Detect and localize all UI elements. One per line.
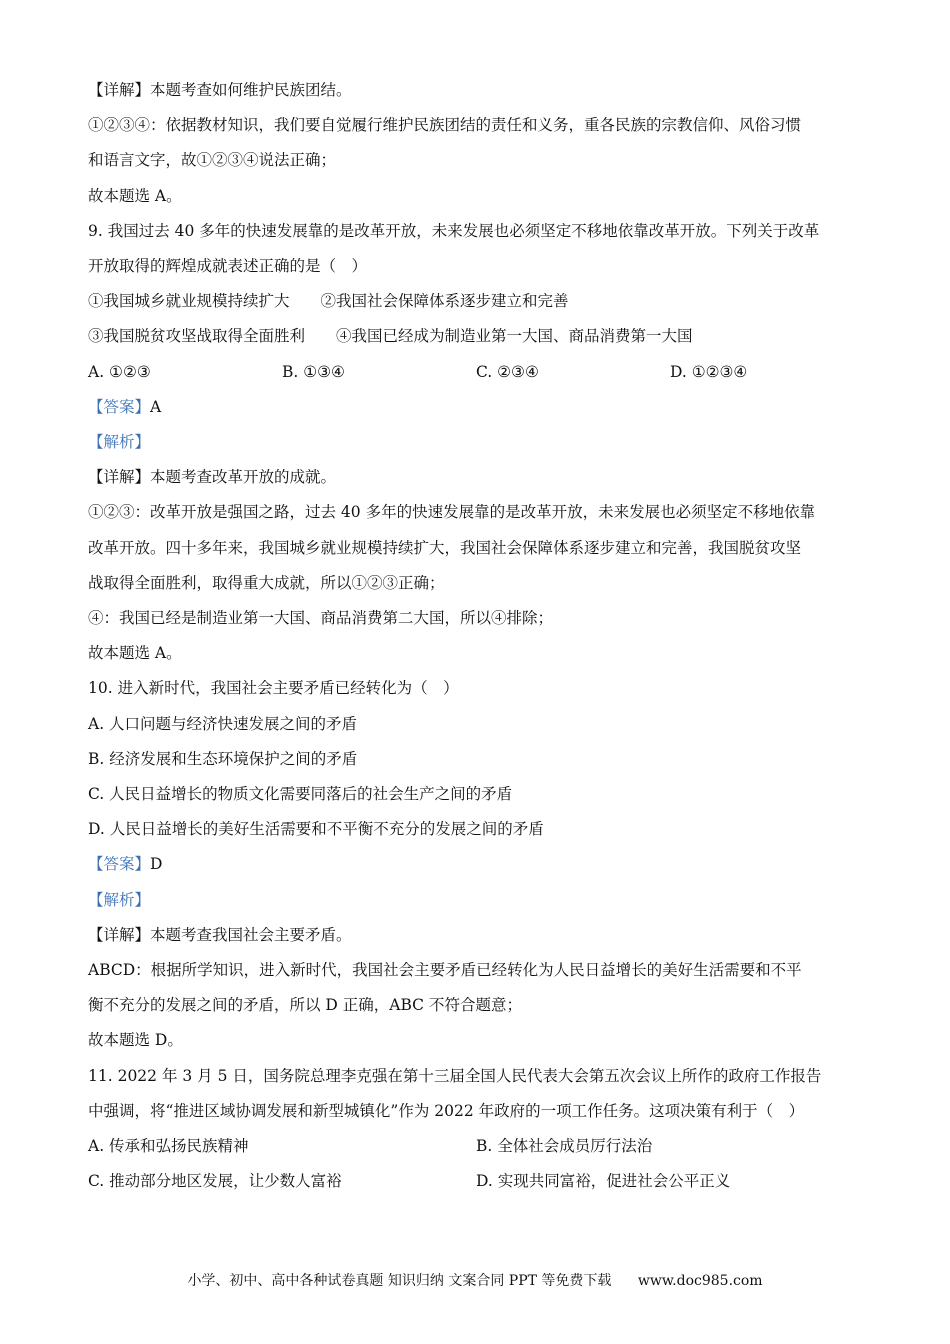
text-line: 战取得全面胜利，取得重大成就，所以①②③正确； [88,574,445,592]
section-label: 【答案】 [88,398,151,416]
choice-option: B. 全体社会成员厉行法治 [476,1137,653,1155]
choice-row [88,1171,864,1191]
text-line: D. 人民日益增长的美好生活需要和不平衡不充分的发展之间的矛盾 [88,820,544,838]
section-label: 【答案】 [88,855,151,873]
choice-option: C. 推动部分地区发展，让少数人富裕 [88,1172,342,1190]
choice-option: A. 传承和弘扬民族精神 [88,1137,249,1155]
section-label: 【解析】 [88,433,151,451]
page-footer [0,1271,950,1291]
text-line: 中强调，将“推进区域协调发展和新型城镇化”作为 2022 年政府的一项工作任务。这项决策有利于（ ） [88,1102,805,1120]
section-label: 【解析】 [88,891,151,909]
text-line: 【详解】本题考查改革开放的成就。 [88,468,337,486]
text-line: B. 经济发展和生态环境保护之间的矛盾 [88,750,358,768]
text-line: ①②③④：依据教材知识，我们要自觉履行维护民族团结的责任和义务，重各民族的宗教信仰、风俗习惯 [88,116,802,134]
text-line: 9. 我国过去 40 多年的快速发展靠的是改革开放，未来发展也必须坚定不移地依靠改革开放。下列关于改革 [88,222,820,240]
footer-text: 小学、初中、高中各种试卷真题 知识归纳 文案合同 PPT 等免费下载 [187,1273,612,1289]
text-line: ③我国脱贫攻坚战取得全面胜利 ④我国已经成为制造业第一大国、商品消费第一大国 [88,327,693,345]
choice-option: C. ②③④ [476,363,539,381]
text-line: ④：我国已经是制造业第一大国、商品消费第二大国，所以④排除； [88,609,554,627]
answer-value: A [150,398,162,416]
text-line: C. 人民日益增长的物质文化需要同落后的社会生产之间的矛盾 [88,785,513,803]
answer-label-line [88,890,864,910]
text-line: 10. 进入新时代，我国社会主要矛盾已经转化为（ ） [88,679,459,697]
text-line: A. 人口问题与经济快速发展之间的矛盾 [88,715,358,733]
choice-row [88,1136,864,1156]
text-line: 故本题选 A。 [88,644,182,662]
answer-value: D [150,855,163,873]
text-line: ABCD：根据所学知识，进入新时代，我国社会主要矛盾已经转化为人民日益增长的美好生活需要和不平 [88,961,802,979]
text-line: 改革开放。四十多年来，我国城乡就业规模持续扩大，我国社会保障体系逐步建立和完善，我国脱贫攻坚 [88,539,802,557]
text-line: 衡不充分的发展之间的矛盾，所以 D 正确，ABC 不符合题意； [88,996,522,1014]
text-line: 和语言文字，故①②③④说法正确； [88,151,337,169]
choice-option: D. 实现共同富裕，促进社会公平正义 [476,1172,731,1190]
text-line: 故本题选 D。 [88,1031,183,1049]
choice-row [88,362,864,382]
choice-option: D. ①②③④ [670,363,748,381]
choice-option: B. ①③④ [282,363,345,381]
text-line: ①②③：改革开放是强国之路，过去 40 多年的快速发展靠的是改革开放，未来发展也必须坚定不移地依靠 [88,503,816,521]
choice-option: A. ①②③ [88,363,151,381]
text-line: ①我国城乡就业规模持续扩大 ②我国社会保障体系逐步建立和完善 [88,292,569,310]
text-line: 开放取得的辉煌成就表述正确的是（ ） [88,257,368,275]
text-line: 故本题选 A。 [88,187,182,205]
footer-url[interactable]: www.doc985.com [637,1273,763,1289]
text-line: 【详解】本题考查我国社会主要矛盾。 [88,926,352,944]
text-line: 【详解】本题考查如何维护民族团结。 [88,81,352,99]
answer-label-line [88,854,864,874]
answer-label-line [88,432,864,452]
text-line: 11. 2022 年 3 月 5 日，国务院总理李克强在第十三届全国人民代表大会第五次会议上所作的政府工作报告 [88,1067,822,1085]
answer-label-line [88,397,864,417]
